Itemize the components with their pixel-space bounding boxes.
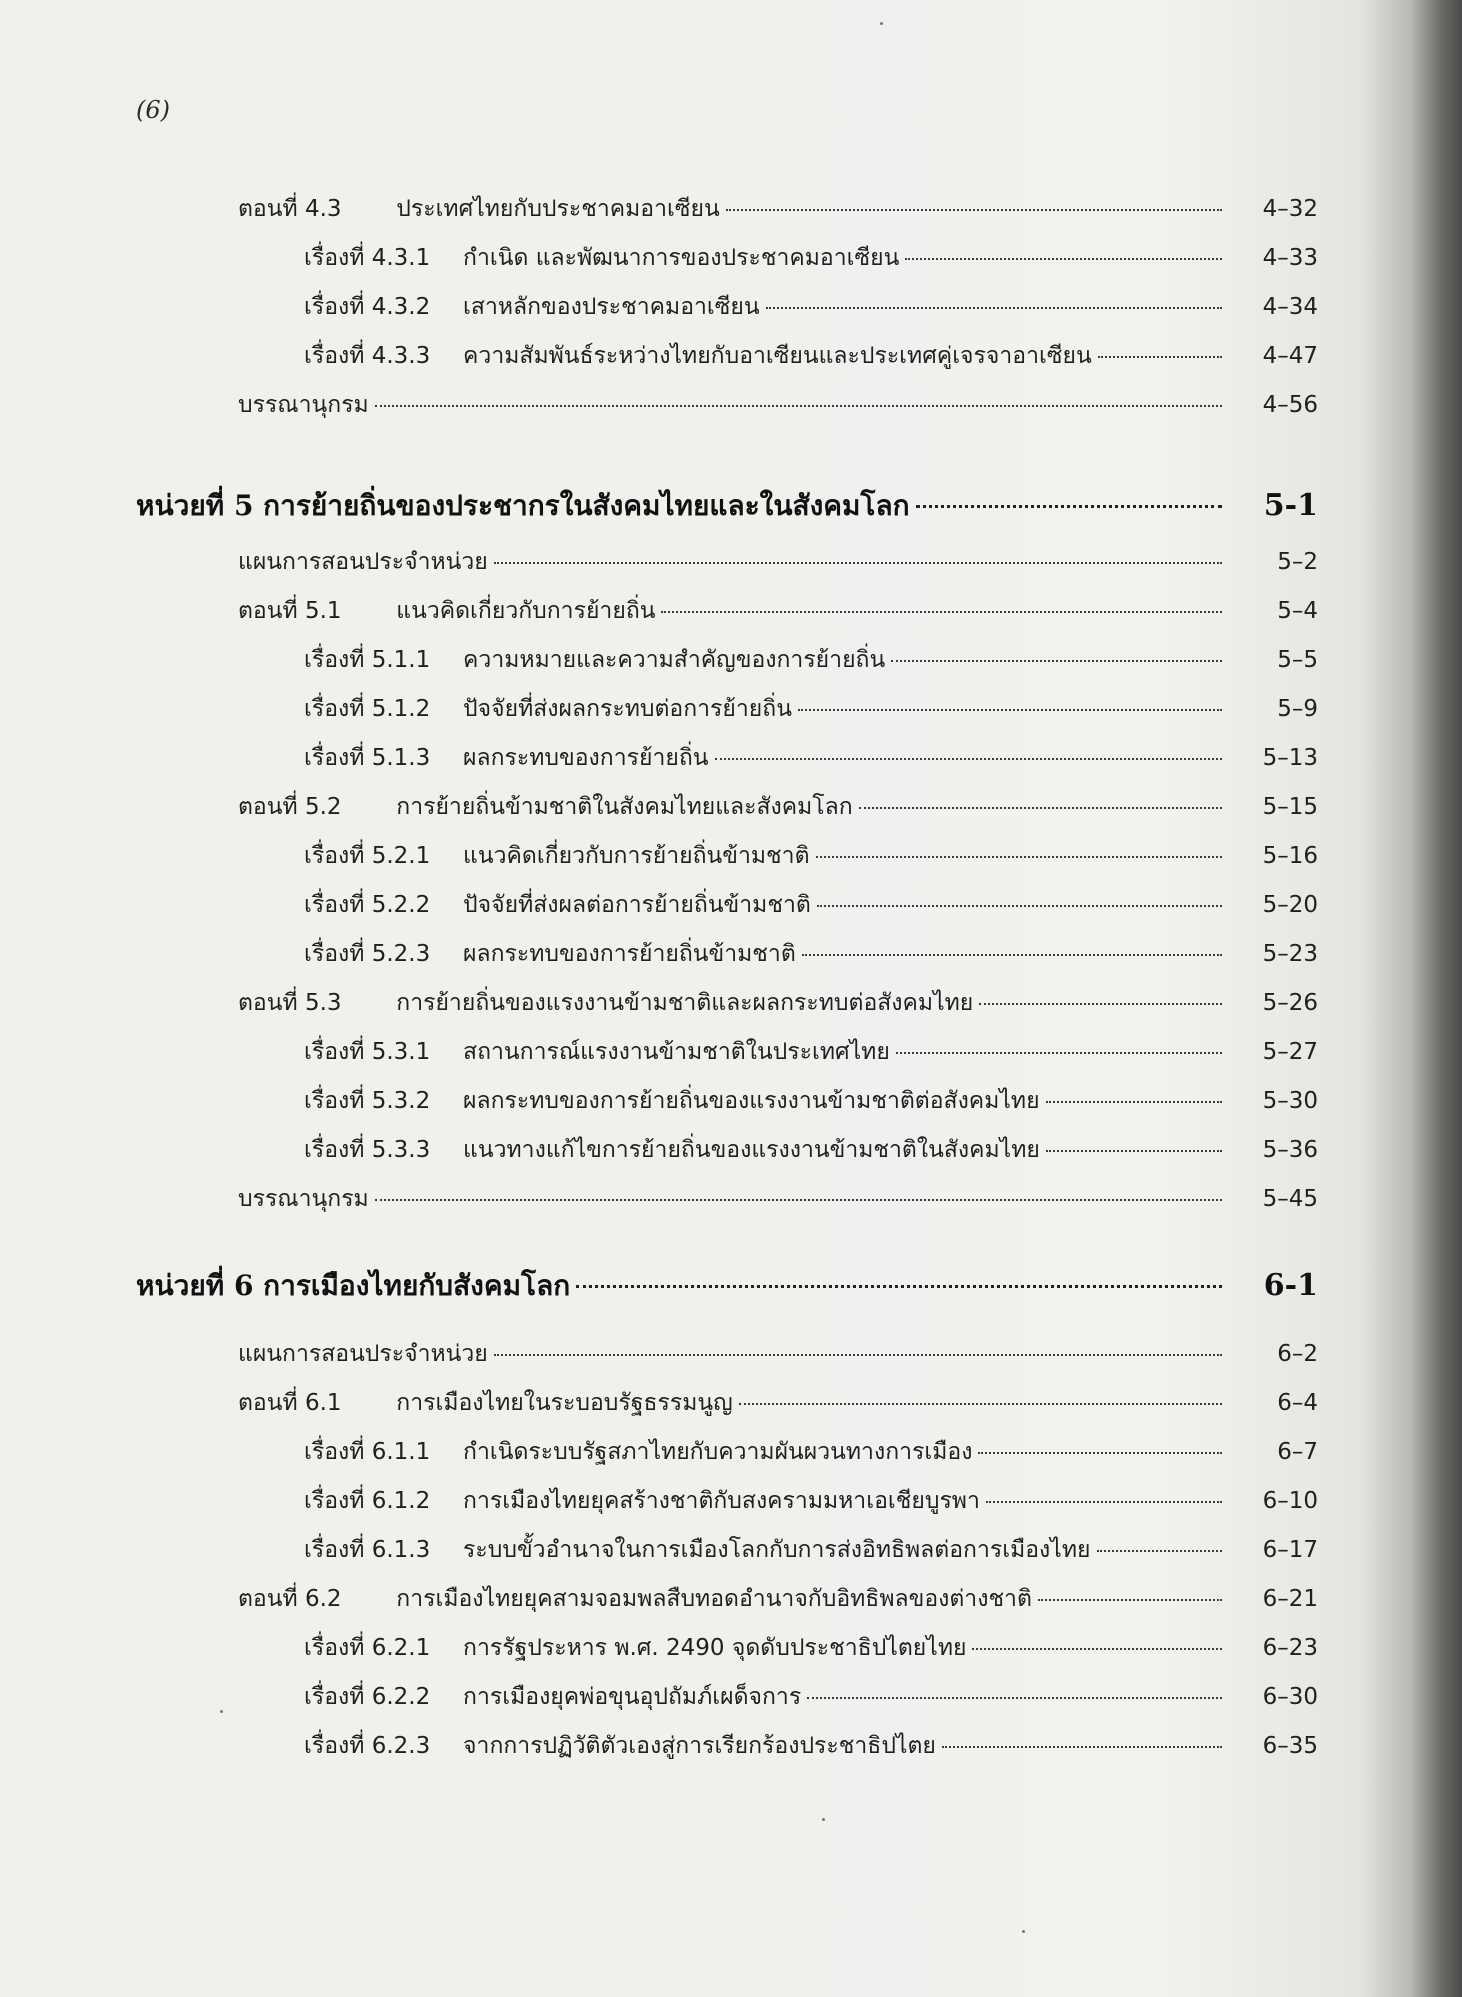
toc-entry-number: 6.2.3 — [371, 1733, 431, 1759]
dot-leader — [494, 562, 1222, 564]
toc-entry-page: 5–15 — [1262, 794, 1318, 820]
toc-entry-page: 6–4 — [1277, 1390, 1318, 1416]
toc-entry-label — [238, 792, 853, 822]
toc-entry-title: แนวคิดเกี่ยวกับการย้ายถิ่นข้ามชาติ — [463, 843, 810, 869]
toc-section-entry — [238, 1184, 1318, 1214]
toc-entry-label — [304, 645, 885, 675]
dot-leader — [916, 505, 1222, 508]
dot-leader — [816, 856, 1222, 858]
toc-entry-page: 5–16 — [1262, 843, 1318, 869]
page-number: (6) — [136, 96, 170, 124]
toc-entry-label — [304, 341, 1092, 371]
toc-topic-entry — [304, 292, 1318, 322]
dot-leader — [1046, 1150, 1222, 1152]
toc-entry-title: การย้ายถิ่นของแรงงานข้ามชาติและผลกระทบต่อสังคมไทย — [396, 990, 974, 1016]
toc-entry-title: ปัจจัยที่ส่งผลต่อการย้ายถิ่นข้ามชาติ — [463, 892, 811, 918]
dot-leader — [1098, 356, 1222, 358]
toc-entry-page: 6-1 — [1263, 1268, 1318, 1303]
toc-entry-title: ระบบขั้วอำนาจในการเมืองโลกกับการส่งอิทธิพลต่อการเมืองไทย — [463, 1537, 1091, 1563]
toc-entry-label — [304, 1086, 1040, 1116]
toc-entry-page: 6–30 — [1262, 1684, 1318, 1710]
toc-entry-prefix: เรื่องที่ — [304, 1039, 365, 1065]
toc-topic-entry — [304, 841, 1318, 871]
toc-entry-page: 6–23 — [1262, 1635, 1318, 1661]
toc-entry-prefix: เรื่องที่ — [304, 1488, 365, 1514]
toc-entry-number: 6 — [233, 1269, 254, 1302]
toc-entry-prefix: เรื่องที่ — [304, 1088, 365, 1114]
dot-leader — [979, 1003, 1222, 1005]
toc-entry-prefix: ตอนที่ — [238, 1586, 298, 1612]
toc-entry-number: 6.2 — [304, 1586, 342, 1612]
dot-leader — [1097, 1550, 1223, 1552]
toc-entry-title: แนวคิดเกี่ยวกับการย้ายถิ่น — [396, 598, 656, 624]
toc-topic-entry — [304, 1437, 1318, 1467]
dot-leader — [859, 807, 1222, 809]
toc-entry-number: 5.1.1 — [371, 647, 431, 673]
toc-section-entry — [238, 1388, 1318, 1418]
toc-entry-title: เสาหลักของประชาคมอาเซียน — [463, 294, 760, 320]
toc-entry-number: 6.1.2 — [371, 1488, 431, 1514]
toc-entry-prefix: เรื่องที่ — [304, 294, 365, 320]
toc-entry-prefix: เรื่องที่ — [304, 1635, 365, 1661]
toc-entry-title: กำเนิด และพัฒนาการของประชาคมอาเซียน — [463, 245, 900, 271]
toc-entry-title: การย้ายถิ่นของประชากรในสังคมไทยและในสังคมโลก — [263, 489, 910, 522]
toc-entry-number: 6.2.1 — [371, 1635, 431, 1661]
toc-entry-label — [136, 1268, 570, 1304]
toc-entry-label — [304, 243, 899, 273]
toc-entry-label — [238, 988, 973, 1018]
dot-leader — [576, 1285, 1222, 1288]
toc-entry-label — [136, 488, 910, 524]
toc-entry-prefix: เรื่องที่ — [304, 245, 365, 271]
toc-topic-entry — [304, 1037, 1318, 1067]
toc-topic-entry — [304, 1135, 1318, 1165]
toc-entry-title: การเมืองไทยยุคสามจอมพลสืบทอดอำนาจกับอิทธิพลของต่างชาติ — [396, 1586, 1032, 1612]
toc-entry-title: การเมืองไทยยุคสร้างชาติกับสงครามมหาเอเชียบูรพา — [463, 1488, 980, 1514]
toc-entry-page: 6–17 — [1262, 1537, 1318, 1563]
toc-entry-number: 5.3.3 — [371, 1137, 431, 1163]
toc-entry-prefix: เรื่องที่ — [304, 1684, 365, 1710]
toc-entry-number: 6.1 — [304, 1390, 342, 1416]
toc-entry-label — [304, 939, 796, 969]
toc-topic-entry — [304, 645, 1318, 675]
toc-entry-page: 5–13 — [1262, 745, 1318, 771]
toc-entry-label — [304, 1682, 801, 1712]
toc-entry-page: 4–33 — [1262, 245, 1318, 271]
toc-entry-number: 4.3.2 — [371, 294, 431, 320]
toc-entry-number: 5.3.1 — [371, 1039, 431, 1065]
dot-leader — [715, 758, 1223, 760]
toc-section-entry — [238, 390, 1318, 420]
dot-leader — [1038, 1599, 1222, 1601]
toc-entry-page: 5–9 — [1277, 696, 1318, 722]
dot-leader — [1046, 1101, 1222, 1103]
toc-entry-number: 6.1.3 — [371, 1537, 431, 1563]
toc-entry-label — [238, 390, 369, 420]
toc-entry-page: 6–21 — [1262, 1586, 1318, 1612]
dot-leader — [896, 1052, 1222, 1054]
toc-entry-page: 6–7 — [1277, 1439, 1318, 1465]
toc-topic-entry — [304, 1535, 1318, 1565]
toc-topic-entry — [304, 743, 1318, 773]
toc-entry-number: 5.2.3 — [371, 941, 431, 967]
toc-entry-prefix: ตอนที่ — [238, 990, 298, 1016]
toc-entry-prefix: เรื่องที่ — [304, 343, 365, 369]
toc-section-entry — [238, 988, 1318, 1018]
toc-entry-page: 5–45 — [1262, 1186, 1318, 1212]
toc-entry-page: 5–4 — [1277, 598, 1318, 624]
toc-entry-number: 4.3 — [304, 196, 342, 222]
toc-entry-title: การเมืองไทยในระบอบรัฐธรรมนูญ — [396, 1390, 733, 1416]
toc-entry-prefix: เรื่องที่ — [304, 696, 365, 722]
dot-leader — [494, 1354, 1222, 1356]
toc-entry-prefix: ตอนที่ — [238, 794, 298, 820]
toc-entry-prefix: เรื่องที่ — [304, 892, 365, 918]
toc-entry-label — [238, 1184, 369, 1214]
dot-leader — [661, 611, 1222, 613]
dot-leader — [726, 209, 1222, 211]
toc-unit-entry — [136, 488, 1318, 524]
toc-topic-entry — [304, 341, 1318, 371]
toc-entry-prefix: ตอนที่ — [238, 196, 298, 222]
toc-entry-title: แนวทางแก้ไขการย้ายถิ่นของแรงงานข้ามชาติในสังคมไทย — [463, 1137, 1040, 1163]
toc-entry-label — [304, 1486, 980, 1516]
dot-leader — [739, 1403, 1222, 1405]
toc-entry-number: 5 — [233, 489, 254, 522]
toc-entry-prefix: เรื่องที่ — [304, 1439, 365, 1465]
paper-speck — [822, 1818, 825, 1821]
toc-entry-page: 5-1 — [1263, 488, 1318, 523]
toc-topic-entry — [304, 1486, 1318, 1516]
toc-entry-label — [304, 1135, 1040, 1165]
toc-entry-number: 6.2.2 — [371, 1684, 431, 1710]
toc-topic-entry — [304, 1633, 1318, 1663]
toc-entry-page: 5–5 — [1277, 647, 1318, 673]
toc-entry-page: 5–27 — [1262, 1039, 1318, 1065]
toc-entry-label — [304, 292, 760, 322]
toc-entry-label — [238, 1584, 1032, 1614]
toc-entry-prefix: เรื่องที่ — [304, 1733, 365, 1759]
toc-entry-title: การเมืองไทยกับสังคมโลก — [263, 1269, 571, 1302]
toc-entry-number: 5.1 — [304, 598, 342, 624]
toc-entry-label — [304, 743, 709, 773]
toc-entry-page: 5–26 — [1262, 990, 1318, 1016]
toc-topic-entry — [304, 1731, 1318, 1761]
toc-entry-page: 5–20 — [1262, 892, 1318, 918]
toc-entry-title: การเมืองยุคพ่อขุนอุปถัมภ์เผด็จการ — [463, 1684, 802, 1710]
dot-leader — [978, 1452, 1222, 1454]
dot-leader — [798, 709, 1222, 711]
toc-entry-title: บรรณานุกรม — [238, 392, 369, 418]
toc-entry-label — [304, 1535, 1091, 1565]
toc-entry-title: การย้ายถิ่นข้ามชาติในสังคมไทยและสังคมโลก — [396, 794, 853, 820]
toc-entry-page: 6–35 — [1262, 1733, 1318, 1759]
toc-entry-title: ความหมายและความสำคัญของการย้ายถิ่น — [463, 647, 886, 673]
toc-entry-label — [304, 1731, 936, 1761]
dot-leader — [972, 1648, 1222, 1650]
toc-topic-entry — [304, 939, 1318, 969]
toc-entry-prefix: เรื่องที่ — [304, 647, 365, 673]
toc-entry-title: บรรณานุกรม — [238, 1186, 369, 1212]
toc-topic-entry — [304, 1682, 1318, 1712]
toc-entry-label — [304, 1037, 890, 1067]
toc-entry-label — [238, 547, 488, 577]
toc-entry-page: 6–2 — [1277, 1341, 1318, 1367]
dot-leader — [986, 1501, 1222, 1503]
toc-unit-entry — [136, 1268, 1318, 1304]
dot-leader — [817, 905, 1222, 907]
toc-entry-prefix: เรื่องที่ — [304, 745, 365, 771]
toc-entry-prefix: เรื่องที่ — [304, 941, 365, 967]
toc-topic-entry — [304, 243, 1318, 273]
toc-section-entry — [238, 596, 1318, 626]
dot-leader — [807, 1697, 1222, 1699]
toc-entry-title: การรัฐประหาร พ.ศ. 2490 จุดดับประชาธิปไตยไทย — [463, 1635, 967, 1661]
toc-entry-number: 5.2 — [304, 794, 342, 820]
toc-entry-page: 6–10 — [1262, 1488, 1318, 1514]
toc-section-entry — [238, 1584, 1318, 1614]
toc-entry-label — [238, 194, 720, 224]
dot-leader — [375, 405, 1222, 407]
toc-entry-prefix: เรื่องที่ — [304, 843, 365, 869]
toc-entry-page: 4–47 — [1262, 343, 1318, 369]
toc-entry-label — [304, 890, 811, 920]
toc-entry-title: จากการปฏิวัติตัวเองสู่การเรียกร้องประชาธิปไตย — [463, 1733, 936, 1759]
toc-topic-entry — [304, 890, 1318, 920]
toc-entry-title: ปัจจัยที่ส่งผลกระทบต่อการย้ายถิ่น — [463, 696, 792, 722]
toc-entry-number: 4.3.3 — [371, 343, 431, 369]
toc-entry-prefix: เรื่องที่ — [304, 1137, 365, 1163]
toc-entry-number: 5.1.2 — [371, 696, 431, 722]
toc-entry-prefix: หน่วยที่ — [136, 489, 225, 522]
toc-entry-title: ผลกระทบของการย้ายถิ่นของแรงงานข้ามชาติต่อสังคมไทย — [463, 1088, 1040, 1114]
toc-entry-page: 4–32 — [1262, 196, 1318, 222]
toc-entry-number: 5.1.3 — [371, 745, 431, 771]
toc-topic-entry — [304, 694, 1318, 724]
dot-leader — [891, 660, 1222, 662]
toc-entry-page: 5–36 — [1262, 1137, 1318, 1163]
toc-entry-page: 5–30 — [1262, 1088, 1318, 1114]
toc-entry-number: 5.2.2 — [371, 892, 431, 918]
toc-entry-prefix: ตอนที่ — [238, 1390, 298, 1416]
toc-entry-page: 4–34 — [1262, 294, 1318, 320]
toc-entry-prefix: ตอนที่ — [238, 598, 298, 624]
toc-entry-label — [238, 1388, 733, 1418]
toc-entry-number: 4.3.1 — [371, 245, 431, 271]
paper-speck — [220, 1710, 223, 1713]
toc-entry-title: กำเนิดระบบรัฐสภาไทยกับความผันผวนทางการเมือง — [463, 1439, 973, 1465]
toc-entry-number: 6.1.1 — [371, 1439, 431, 1465]
toc-entry-page: 5–2 — [1277, 549, 1318, 575]
dot-leader — [766, 307, 1222, 309]
dot-leader — [942, 1746, 1222, 1748]
toc-entry-title: สถานการณ์แรงงานข้ามชาติในประเทศไทย — [463, 1039, 890, 1065]
toc-entry-title: แผนการสอนประจำหน่วย — [238, 1341, 488, 1367]
dot-leader — [375, 1199, 1222, 1201]
toc-section-entry — [238, 194, 1318, 224]
toc-entry-title: ความสัมพันธ์ระหว่างไทยกับอาเซียนและประเทศคู่เจรจาอาเซียน — [463, 343, 1092, 369]
paper-speck — [1022, 1930, 1025, 1933]
toc-entry-page: 5–23 — [1262, 941, 1318, 967]
toc-section-entry — [238, 792, 1318, 822]
toc-section-entry — [238, 547, 1318, 577]
toc-entry-title: ผลกระทบของการย้ายถิ่นข้ามชาติ — [463, 941, 796, 967]
toc-entry-label — [304, 1437, 972, 1467]
toc-entry-number: 5.3.2 — [371, 1088, 431, 1114]
toc-entry-number: 5.3 — [304, 990, 342, 1016]
toc-entry-label — [238, 596, 655, 626]
toc-entry-title: ประเทศไทยกับประชาคมอาเซียน — [396, 196, 720, 222]
toc-entry-title: แผนการสอนประจำหน่วย — [238, 549, 488, 575]
toc-topic-entry — [304, 1086, 1318, 1116]
toc-section-entry — [238, 1339, 1318, 1369]
toc-entry-title: ผลกระทบของการย้ายถิ่น — [463, 745, 709, 771]
toc-entry-prefix: เรื่องที่ — [304, 1537, 365, 1563]
toc-entry-label — [304, 841, 810, 871]
toc-entry-label — [238, 1339, 488, 1369]
toc-entry-label — [304, 1633, 966, 1663]
dot-leader — [905, 258, 1222, 260]
paper-speck — [880, 22, 883, 25]
dot-leader — [802, 954, 1222, 956]
toc-entry-number: 5.2.1 — [371, 843, 431, 869]
toc-entry-label — [304, 694, 792, 724]
toc-entry-prefix: หน่วยที่ — [136, 1269, 225, 1302]
toc-entry-page: 4–56 — [1262, 392, 1318, 418]
